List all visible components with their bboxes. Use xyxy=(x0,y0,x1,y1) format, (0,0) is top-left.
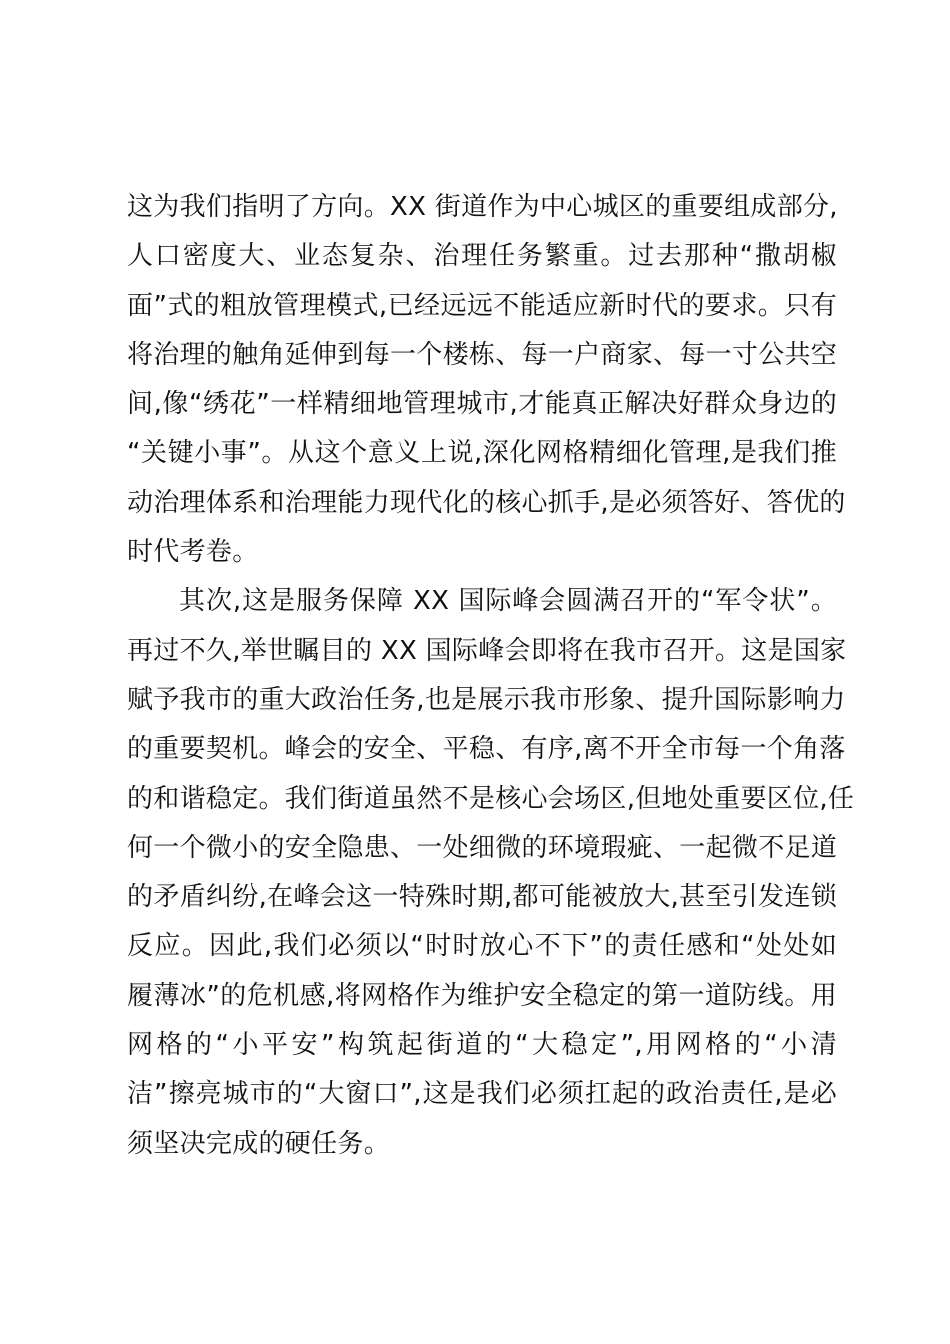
paragraph-1 xyxy=(127,183,846,577)
text-line: 面”式的粗放管理模式,已经远远不能适应新时代的要求。只有 xyxy=(127,290,837,321)
text-line: “关键小事”。从这个意义上说,深化网格精细化管理,是我们推 xyxy=(127,438,837,469)
text-line: 再过不久,举世瞩目的 XX 国际峰会即将在我市召开。这是国家 xyxy=(127,635,847,666)
text-line: 履薄冰”的危机感,将网格作为维护安全稳定的第一道防线。用 xyxy=(127,980,837,1011)
text-line: 人口密度大、业态复杂、治理任务繁重。过去那种“撒胡椒 xyxy=(127,241,837,272)
paragraph-2 xyxy=(127,577,855,1169)
text-line: 这为我们指明了方向。XX 街道作为中心城区的重要组成部分, xyxy=(127,192,838,222)
text-line: 动治理体系和治理能力现代化的核心抓手,是必须答好、答优的 xyxy=(127,487,846,518)
body-text xyxy=(127,183,855,1169)
text-line: 反应。因此,我们必须以“时时放心不下”的责任感和“处处如 xyxy=(127,931,837,962)
text-line: 其次,这是服务保障 XX 国际峰会圆满召开的“军令状”。 xyxy=(179,586,837,617)
text-line: 的重要契机。峰会的安全、平稳、有序,离不开全市每一个角落 xyxy=(127,734,846,765)
text-line: 间,像“绣花”一样精细地管理城市,才能真正解决好群众身边的 xyxy=(127,389,837,420)
text-line: 将治理的触角延伸到每一个楼栋、每一户商家、每一寸公共空 xyxy=(127,339,838,370)
text-line: 赋予我市的重大政治任务,也是展示我市形象、提升国际影响力 xyxy=(127,684,846,715)
text-line: 时代考卷。 xyxy=(127,537,259,568)
text-line: 须坚决完成的硬任务。 xyxy=(127,1128,391,1159)
text-line: 何一个微小的安全隐患、一处细微的环境瑕疵、一起微不足道 xyxy=(127,832,838,863)
text-line: 的和谐稳定。我们街道虽然不是核心会场区,但地处重要区位,任 xyxy=(127,783,855,814)
text-line: 网格的“小平安”构筑起街道的“大稳定”,用网格的“小清 xyxy=(127,1030,837,1061)
text-line: 洁”擦亮城市的“大窗口”,这是我们必须扛起的政治责任,是必 xyxy=(127,1079,837,1110)
text-line: 的矛盾纠纷,在峰会这一特殊时期,都可能被放大,甚至引发连锁 xyxy=(127,882,837,913)
